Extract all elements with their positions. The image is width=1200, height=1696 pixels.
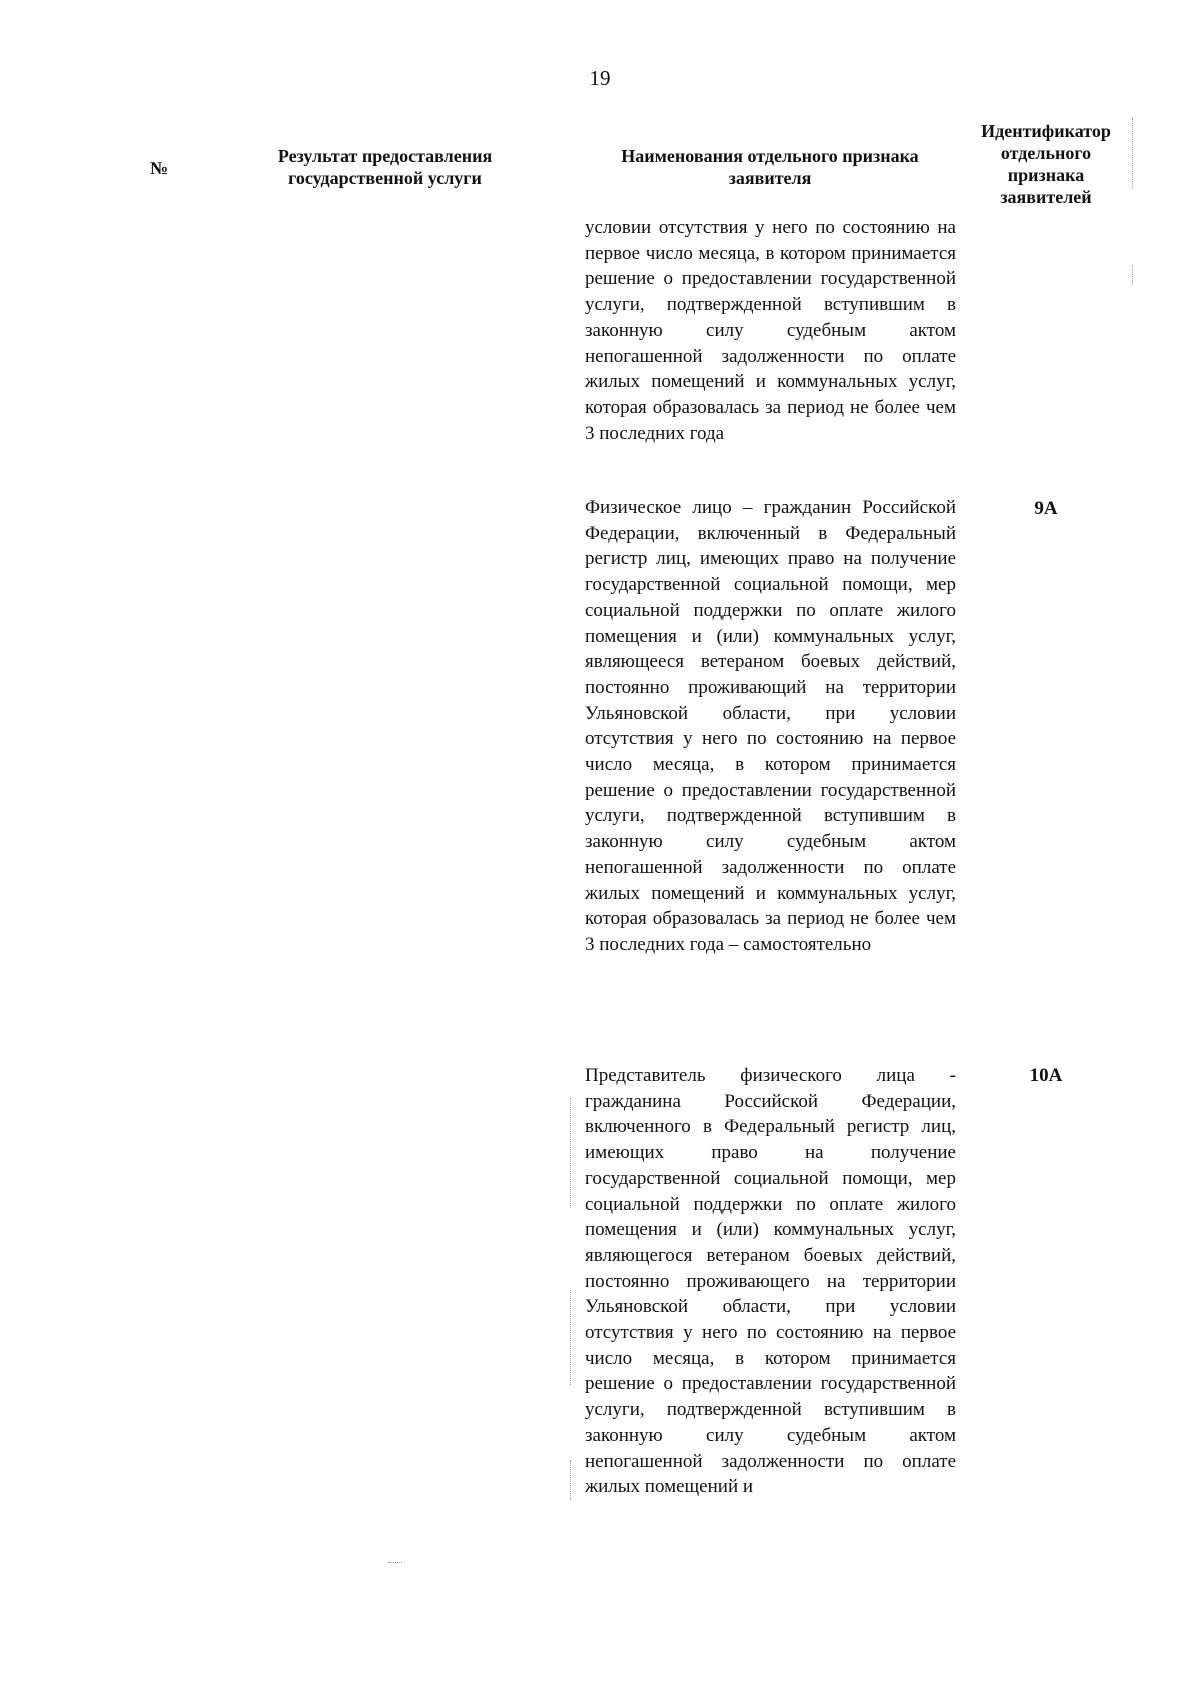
attribute-text-continued: условии отсутствия у него по состоянию на первое число месяца, в котором принимается решение о предоставлении государственной услуги, подтвержденной вступившим в законную силу судебным актом непогашенной задолженности по оплате жилых помещений и коммунальных услуг, которая образовалась за период не более чем 3 последних года [585,217,956,444]
scan-artifact-line [1132,265,1133,285]
attribute-text-individual: Физическое лицо – гражданин Российской Федерации, включенный в Федеральный регистр лиц, имеющих право на получение государственной социальной помощи, мер социальной поддержки по оплате жилого помещения и (или) коммунальных услуг, являющееся ветераном боевых действий, постоянно проживающий на территории Ульяновской области, при условии отсутствия у него по состоянию на первое число месяца, в котором принимается решение о предоставлении государственной услуги, подтвержденной вступившим в законную силу судебным актом непогашенной задолженности по оплате жилых помещений и коммунальных услуг, которая образовалась за период не более чем 3 последних года – самостоятельно [585,497,956,955]
scan-artifact-line [1132,118,1133,188]
column-header-result: Результат предоставления государственной услуги [277,146,493,188]
column-header-number: № [150,158,169,178]
attribute-text-representative: Представитель физического лица - гражданина Российской Федерации, включенного в Федеральный регистр лиц, имеющих право на получение государственной социальной помощи, мер социальной поддержки по оплате жилого помещения и (или) коммунальных услуг, являющегося ветераном боевых действий, постоянно проживающего на территории Ульяновской области, при условии отсутствия у него по состоянию на первое число месяца, в котором принимается решение о предоставлении государственной услуги, подтвержденной вступившим в законную силу судебным актом непогашенной задолженности по оплате жилых помещений и [585,1065,956,1498]
identifier-9a: 9А [1034,498,1058,519]
column-header-attribute-name: Наименования отдельного признака заявителя [621,146,919,188]
identifier-10a: 10А [1029,1065,1063,1086]
scan-artifact-line [570,1460,571,1500]
scan-artifact-line [570,1290,571,1385]
page-number: 19 [589,66,611,90]
column-header-identifier: Идентификатор отдельного признака заявителей [981,121,1111,207]
scan-artifact-line [570,1098,571,1208]
scan-artifact-line [388,1562,402,1563]
